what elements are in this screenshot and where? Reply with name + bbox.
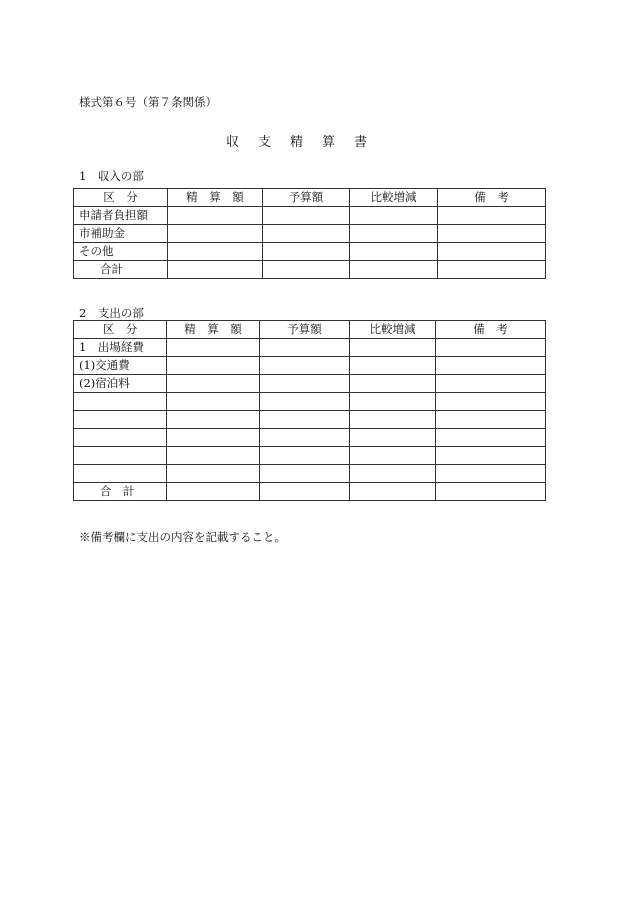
- footnote: ※備考欄に支出の内容を記載すること。: [79, 530, 286, 544]
- settled-amount-cell[interactable]: [167, 447, 260, 465]
- difference-cell[interactable]: [350, 483, 436, 501]
- budget-amount-cell[interactable]: [260, 357, 350, 375]
- row-label[interactable]: [74, 465, 167, 483]
- expense-header-row: [74, 321, 546, 339]
- remarks-cell[interactable]: [436, 375, 546, 393]
- remarks-cell[interactable]: [436, 393, 546, 411]
- budget-amount-cell[interactable]: [263, 207, 350, 225]
- expense-section-heading: 2 支出の部: [79, 306, 144, 320]
- expense-total-row: [74, 483, 546, 501]
- budget-amount-cell[interactable]: [263, 225, 350, 243]
- table-row: [74, 411, 546, 429]
- table-row: [74, 357, 546, 375]
- budget-amount-cell[interactable]: [260, 375, 350, 393]
- difference-cell[interactable]: [350, 375, 436, 393]
- table-row: [74, 447, 546, 465]
- remarks-cell[interactable]: [436, 357, 546, 375]
- settled-amount-cell[interactable]: [167, 393, 260, 411]
- difference-cell[interactable]: [350, 225, 438, 243]
- remarks-cell[interactable]: [436, 429, 546, 447]
- settled-amount-cell[interactable]: [168, 225, 263, 243]
- settled-amount-cell[interactable]: [168, 207, 263, 225]
- remarks-cell[interactable]: [438, 243, 546, 261]
- income-total-row: [74, 261, 546, 279]
- header-category: 区 分: [74, 321, 167, 339]
- difference-cell[interactable]: [350, 339, 436, 357]
- row-label: 1 出場経費: [74, 339, 167, 357]
- table-row: [74, 393, 546, 411]
- table-row: [74, 465, 546, 483]
- remarks-cell[interactable]: [438, 225, 546, 243]
- row-label[interactable]: [74, 447, 167, 465]
- row-label[interactable]: [74, 429, 167, 447]
- budget-amount-cell[interactable]: [260, 447, 350, 465]
- remarks-cell[interactable]: [436, 339, 546, 357]
- settled-amount-cell[interactable]: [167, 483, 260, 501]
- settled-amount-cell[interactable]: [167, 429, 260, 447]
- income-section-heading: 1 収入の部: [79, 169, 144, 183]
- settled-amount-cell[interactable]: [167, 465, 260, 483]
- difference-cell[interactable]: [350, 261, 438, 279]
- header-remarks: 備 考: [436, 321, 546, 339]
- remarks-cell[interactable]: [436, 411, 546, 429]
- difference-cell[interactable]: [350, 447, 436, 465]
- header-remarks: 備 考: [438, 189, 546, 207]
- remarks-cell[interactable]: [436, 465, 546, 483]
- income-table: [73, 188, 546, 279]
- remarks-cell[interactable]: [438, 207, 546, 225]
- table-row: [74, 339, 546, 357]
- total-label: 合計: [74, 261, 168, 279]
- table-row: [74, 207, 546, 225]
- difference-cell[interactable]: [350, 429, 436, 447]
- budget-amount-cell[interactable]: [263, 243, 350, 261]
- settled-amount-cell[interactable]: [168, 261, 263, 279]
- header-difference: 比較増減: [350, 321, 436, 339]
- budget-amount-cell[interactable]: [260, 393, 350, 411]
- header-budget-amount: 予算額: [263, 189, 350, 207]
- table-row: [74, 243, 546, 261]
- table-row: [74, 429, 546, 447]
- header-difference: 比較増減: [350, 189, 438, 207]
- difference-cell[interactable]: [350, 243, 438, 261]
- remarks-cell[interactable]: [438, 261, 546, 279]
- table-row: [74, 225, 546, 243]
- header-budget-amount: 予算額: [260, 321, 350, 339]
- difference-cell[interactable]: [350, 357, 436, 375]
- row-label: 市補助金: [74, 225, 168, 243]
- row-label: (2)宿泊料: [74, 375, 167, 393]
- header-category: 区 分: [74, 189, 168, 207]
- form-number: 様式第６号（第７条関係）: [79, 95, 217, 109]
- difference-cell[interactable]: [350, 393, 436, 411]
- income-header-row: [74, 189, 546, 207]
- row-label: 申請者負担額: [74, 207, 168, 225]
- remarks-cell[interactable]: [436, 447, 546, 465]
- budget-amount-cell[interactable]: [260, 483, 350, 501]
- row-label: その他: [74, 243, 168, 261]
- remarks-cell[interactable]: [436, 483, 546, 501]
- row-label: (1)交通費: [74, 357, 167, 375]
- difference-cell[interactable]: [350, 465, 436, 483]
- row-label[interactable]: [74, 411, 167, 429]
- expense-table: [73, 320, 546, 501]
- difference-cell[interactable]: [350, 411, 436, 429]
- settled-amount-cell[interactable]: [167, 357, 260, 375]
- settled-amount-cell[interactable]: [168, 243, 263, 261]
- header-settled-amount: 精 算 額: [167, 321, 260, 339]
- row-label[interactable]: [74, 393, 167, 411]
- difference-cell[interactable]: [350, 207, 438, 225]
- document-title: 収 支 精 算 書: [226, 135, 371, 150]
- settled-amount-cell[interactable]: [167, 411, 260, 429]
- total-label: 合 計: [74, 483, 167, 501]
- budget-amount-cell[interactable]: [260, 465, 350, 483]
- header-settled-amount: 精 算 額: [168, 189, 263, 207]
- settled-amount-cell[interactable]: [167, 375, 260, 393]
- budget-amount-cell[interactable]: [260, 339, 350, 357]
- budget-amount-cell[interactable]: [260, 411, 350, 429]
- settled-amount-cell[interactable]: [167, 339, 260, 357]
- table-row: [74, 375, 546, 393]
- budget-amount-cell[interactable]: [260, 429, 350, 447]
- budget-amount-cell[interactable]: [263, 261, 350, 279]
